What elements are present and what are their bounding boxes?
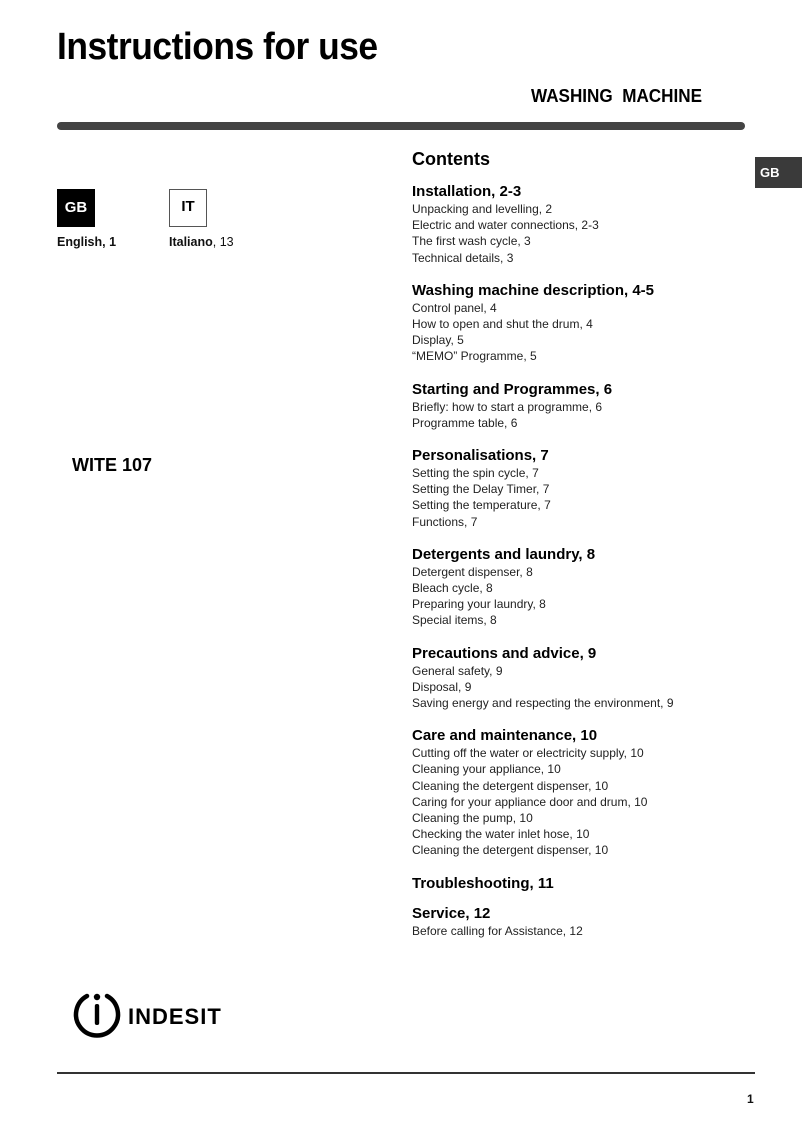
toc-section-title[interactable]: Installation, 2-3 [412, 183, 522, 200]
toc-item[interactable]: Setting the spin cycle, 7 [412, 466, 539, 481]
toc-section-starting [412, 381, 742, 431]
toc-section-precautions [412, 645, 742, 712]
toc-section-personalisations [412, 447, 742, 530]
language-it-badge[interactable]: IT [169, 189, 207, 227]
toc-section-service [412, 905, 742, 939]
language-it-name: Italiano [169, 235, 213, 249]
language-it-label[interactable] [169, 235, 234, 249]
footer-divider [57, 1072, 755, 1074]
toc-item[interactable]: Disposal, 9 [412, 679, 472, 694]
page-title: Instructions for use [57, 26, 378, 68]
toc-item[interactable]: Technical details, 3 [412, 250, 514, 265]
toc-section-title[interactable]: Starting and Programmes, 6 [412, 380, 613, 398]
toc-item[interactable]: Checking the water inlet hose, 10 [412, 827, 590, 842]
toc-item[interactable]: Cleaning the detergent dispenser, 10 [412, 843, 609, 858]
toc-item[interactable]: Preparing your laundry, 8 [412, 597, 546, 612]
toc-item[interactable]: Cleaning the detergent dispenser, 10 [412, 778, 609, 793]
toc-section-troubleshooting [412, 875, 742, 893]
toc-item[interactable]: Electric and water connections, 2-3 [412, 218, 599, 233]
toc-section-title[interactable]: Care and maintenance, 10 [412, 727, 598, 745]
toc-item[interactable]: How to open and shut the drum, 4 [412, 317, 593, 332]
language-gb-badge[interactable]: GB [57, 189, 95, 227]
model-number: WITE 107 [72, 455, 153, 475]
toc-item[interactable]: Cleaning your appliance, 10 [412, 762, 561, 777]
toc-section-detergents [412, 546, 742, 629]
table-of-contents [412, 183, 742, 955]
toc-section-care [412, 727, 742, 858]
language-side-tab[interactable]: GB [755, 157, 802, 188]
toc-item[interactable]: Detergent dispenser, 8 [412, 564, 533, 579]
toc-section-title[interactable]: Washing machine description, 4-5 [412, 281, 654, 299]
toc-item[interactable]: Programme table, 6 [412, 415, 518, 430]
toc-item[interactable]: Functions, 7 [412, 514, 478, 529]
toc-section-title[interactable]: Troubleshooting, 11 [412, 874, 554, 892]
brand-logo [72, 988, 222, 1038]
toc-item[interactable]: General safety, 9 [412, 663, 503, 678]
toc-section-title[interactable]: Precautions and advice, 9 [412, 644, 597, 662]
toc-item[interactable]: Caring for your appliance door and drum, 10 [412, 794, 648, 809]
toc-section-title[interactable]: Service, 12 [412, 904, 491, 922]
toc-item[interactable]: Bleach cycle, 8 [412, 581, 493, 596]
toc-section-title[interactable]: Personalisations, 7 [412, 447, 549, 465]
contents-heading: Contents [412, 149, 490, 169]
toc-item[interactable]: Cleaning the pump, 10 [412, 811, 533, 826]
toc-section-installation [412, 183, 742, 266]
toc-item[interactable]: Setting the temperature, 7 [412, 498, 551, 513]
language-it-page: , 13 [212, 235, 234, 249]
toc-item[interactable]: Special items, 8 [412, 613, 497, 628]
product-type: WASHING MACHINE [531, 86, 702, 106]
toc-section-title[interactable]: Detergents and laundry, 8 [412, 545, 596, 563]
toc-item[interactable]: The first wash cycle, 3 [412, 234, 531, 249]
power-i-icon [72, 988, 122, 1038]
header-divider [57, 122, 745, 130]
toc-item[interactable]: Display, 5 [412, 333, 464, 348]
language-gb-label[interactable]: English, 1 [57, 235, 117, 249]
toc-item[interactable]: Cutting off the water or electricity supply, 10 [412, 746, 644, 761]
toc-item[interactable]: Saving energy and respecting the environment, 9 [412, 696, 674, 711]
brand-name: indesit [128, 994, 222, 1031]
toc-item[interactable]: Before calling for Assistance, 12 [412, 923, 583, 938]
page-number: 1 [747, 1092, 754, 1106]
toc-section-description [412, 282, 742, 365]
toc-item[interactable]: “MEMO” Programme, 5 [412, 349, 537, 364]
toc-item[interactable]: Setting the Delay Timer, 7 [412, 482, 550, 497]
toc-item[interactable]: Briefly: how to start a programme, 6 [412, 399, 603, 414]
toc-item[interactable]: Unpacking and levelling, 2 [412, 202, 553, 216]
toc-item[interactable]: Control panel, 4 [412, 300, 497, 315]
